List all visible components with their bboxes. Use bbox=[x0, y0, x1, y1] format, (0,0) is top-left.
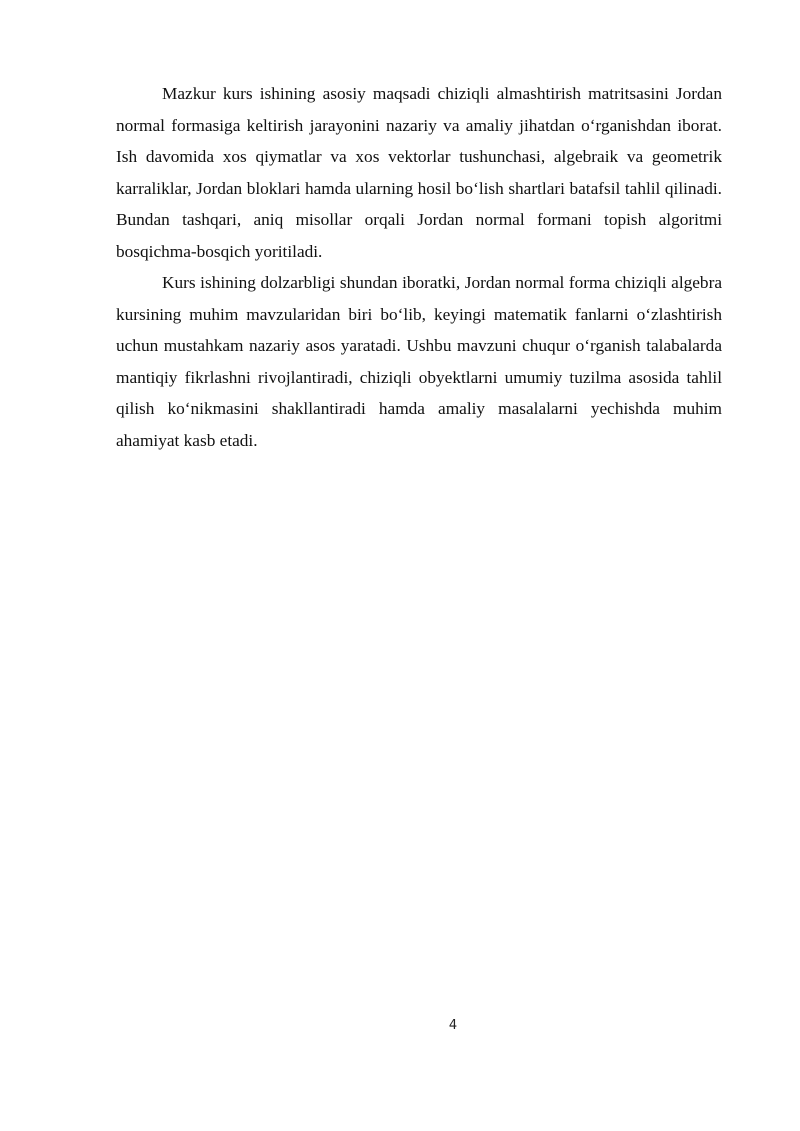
page-number: 4 bbox=[448, 1018, 458, 1033]
body-text bbox=[116, 78, 722, 456]
paragraph-purpose: Mazkur kurs ishining asosiy maqsadi chiziqli almashtirish matritsasini Jordan normal formasiga keltirish jarayonini nazariy va amaliy jihatdan o‘rganishdan iborat. Ish davomida xos qiymatlar va xos vektorlar tushunchasi, algebraik va geometrik karraliklar, Jordan bloklari hamda ularning hosil bo‘lish shartlari batafsil tahlil qilinadi. Bundan tashqari, aniq misollar orqali Jordan normal formani topish algoritmi bosqichma-bosqich yoritiladi. bbox=[116, 84, 722, 261]
paragraph-relevance: Kurs ishining dolzarbligi shundan iboratki, Jordan normal forma chiziqli algebra kursining muhim mavzularidan biri bo‘lib, keyingi matematik fanlarni o‘zlashtirish uchun mustahkam nazariy asos yaratadi. Ushbu mavzuni chuqur o‘rganish talabalarda mantiqiy fikrlashni rivojlantiradi, chiziqli obyektlarni umumiy tuzilma asosida tahlil qilish ko‘nikmasini shakllantiradi hamda amaliy masalalarni yechishda muhim ahamiyat kasb etadi. bbox=[116, 273, 722, 450]
